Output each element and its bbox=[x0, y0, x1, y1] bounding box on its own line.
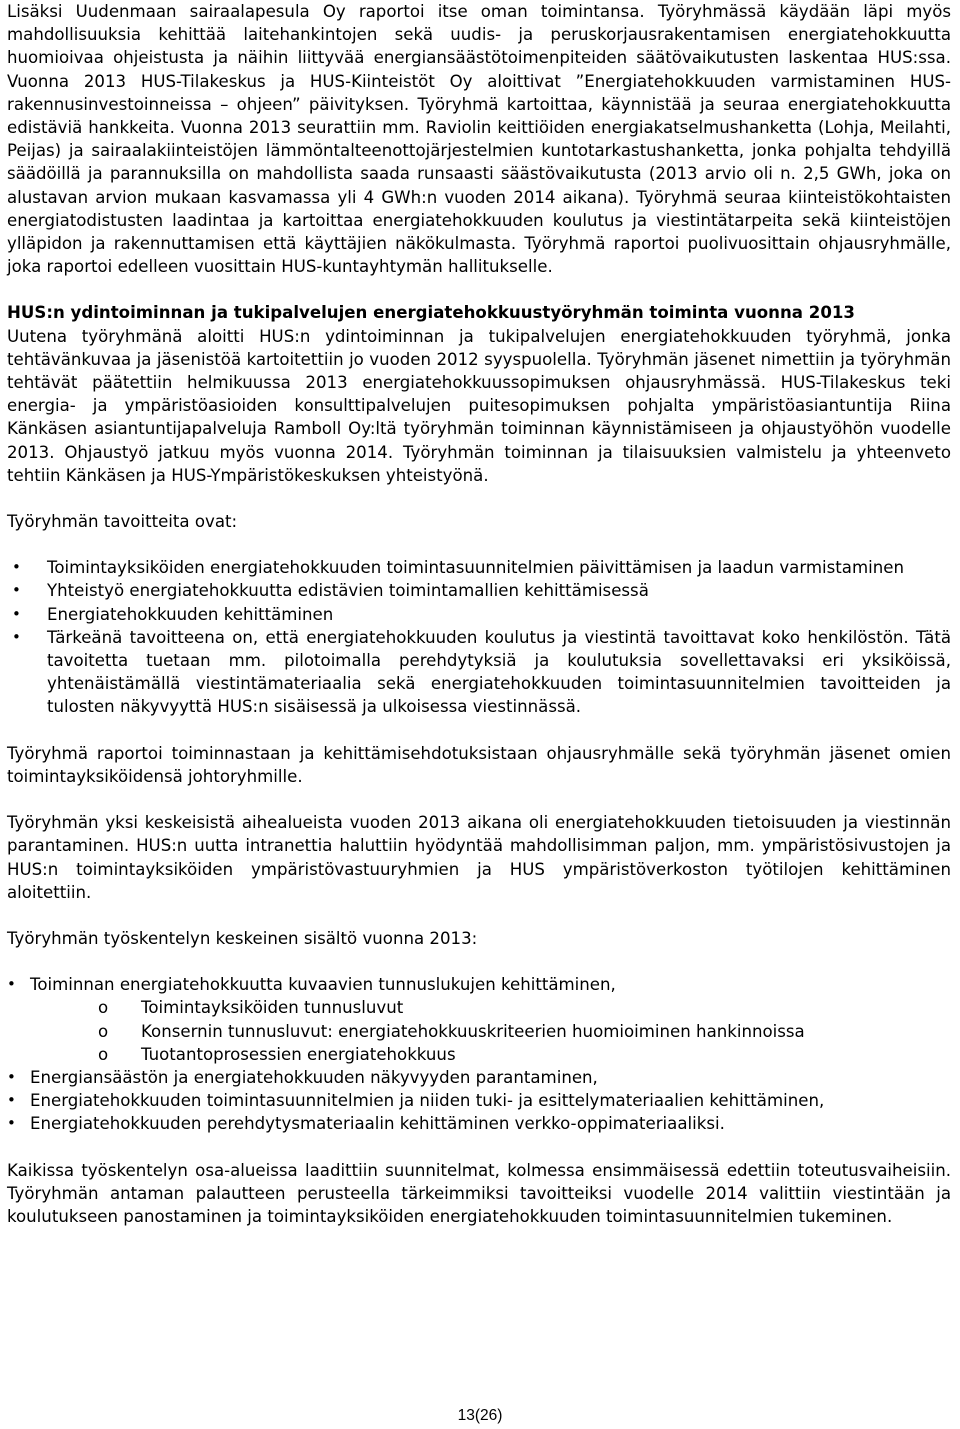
intro-paragraph: Lisäksi Uudenmaan sairaalapesula Oy raportoi itse oman toimintansa. Työryhmässä käydään läpi myös mahdollisuuksia kehittää laitehankintojen sekä uudis- ja peruskorjausrakentamisen energiatehokkuutta huomioivaa ohjeistusta ja näihin liittyvää energiansäästötoimenpiteiden säätövaikutusten laskentaa HUS:ssa. Vuonna 2013 HUS-Tilakeskus ja HUS-Kiinteistöt Oy aloittivat ”Energiatehokkuuden varmistaminen HUS-rakennusinvestoinneissa – ohjeen” päivityksen. Työryhmä kartoittaa, käynnistää ja seuraa energiatehokkuutta edistäviä hankkeita. Vuonna 2013 seurattiin mm. Raviolin keittiöiden energiakatselmushanketta (Lohja, Meilahti, Peijas) ja sairaalakiinteistöjen lämmöntalteenottojärjestelmien kuntotarkastushanketta, jonka pohjalta tehdyillä säädöillä ja parannuksilla on mahdollista saada runsaasti säästövaikutusta (2013 arvio oli n. 2,5 GWh, joka on alustavan arvion mukaan kasvamassa yli 4 GWh:n vuoden 2014 aikana). Työryhmä seuraa kiinteistökohtaisten energiatodistusten laadintaa ja kartoittaa energiatehokkuuden koulutus ja viestintätarpeita sekä kiinteistöjen ylläpidon ja rakennuttamisen että käyttäjien näkökulmasta. Työryhmä raportoi puolivuosittain ohjausryhmälle, joka raportoi edelleen vuosittain HUS-kuntayhtymän hallitukselle. bbox=[7, 2, 951, 277]
sub-list-item: o Toimintayksiköiden tunnusluvut bbox=[30, 996, 951, 1019]
sub-list-item: o Konsernin tunnusluvut: energiatehokkuuskriteerien huomioiminen hankinnoissa bbox=[30, 1020, 951, 1043]
list-item: • Energiatehokkuuden toimintasuunnitelmien ja niiden tuki- ja esittelymateriaalien kehittäminen, bbox=[7, 1089, 951, 1112]
reporting-paragraph-2: Työryhmän yksi keskeisistä aihealueista vuoden 2013 aikana oli energiatehokkuuden tietoisuuden ja viestinnän parantaminen. HUS:n uutta intranettia haluttiin hyödyntää mahdollisimman paljon, mm. ympäristösivustojen ja HUS:n toimintayksiköiden ympäristövastuuryhmien ja HUS ympäristöverkoston työtilojen kehittäminen aloitettiin. bbox=[7, 813, 951, 902]
list-item: • Tärkeänä tavoitteena on, että energiatehokkuuden koulutus ja viestintä tavoittavat koko henkilöstön. Tätä tavoitetta tuetaan mm. pilotoimalla perehdytyksiä ja koulutuksia sovellettavaksi eri yksiköissä, yhtenäistämällä viestintämateriaalia sekä energiatehokkuuden toimintasuunnitelmien tavoitteiden ja tulosten näkyvyyttä HUS:n sisäisessä ja ulkoisessa viestinnässä. bbox=[7, 626, 951, 719]
list-item: • Energiansäästön ja energiatehokkuuden näkyvyyden parantaminen, bbox=[7, 1066, 951, 1089]
list-item: • Toimintayksiköiden energiatehokkuuden toimintasuunnitelmien päivittämisen ja laadun varmistaminen bbox=[7, 556, 951, 579]
page-number: 13(26) bbox=[457, 1407, 503, 1424]
work2013-list bbox=[7, 973, 951, 1135]
work2013-sublist bbox=[30, 996, 951, 1066]
document-page bbox=[7, 0, 951, 1228]
list-item bbox=[7, 973, 951, 1066]
section-paragraph: Uutena työryhmänä aloitti HUS:n ydintoiminnan ja tukipalvelujen energiatehokkuuden työryhmä, jonka tehtävänkuvaa ja jäsenistöä kartoitettiin jo vuoden 2012 syyspuolella. Työryhmän jäsenet nimettiin ja työryhmän tehtävät päätettiin helmikuussa 2013 energiatehokkuussopimuksen ohjausryhmässä. HUS-Tilakeskus teki energia- ja ympäristöasioiden konsulttipalvelujen puitesopimuksen pohjalta ympäristöasiantuntija Riina Känkäsen asiantuntijapalveluja Ramboll Oy:ltä työryhmän toiminnan käynnistämiseen ja ohjaustyöhön vuodelle 2013. Ohjaustyö jatkuu myös vuonna 2014. Työryhmän toiminnan ja tilaisuuksien valmistelu ja yhteenveto tehtiin Känkäsen ja HUS-Ympäristökeskuksen yhteistyönä. bbox=[7, 326, 951, 485]
goals-list bbox=[7, 556, 951, 718]
list-item: • Energiatehokkuuden perehdytysmateriaalin kehittäminen verkko-oppimateriaaliksi. bbox=[7, 1112, 951, 1135]
work2013-intro: Työryhmän työskentelyn keskeinen sisältö vuonna 2013: bbox=[7, 928, 478, 948]
sub-list-item: o Tuotantoprosessien energiatehokkuus bbox=[30, 1043, 951, 1066]
reporting-paragraph-1: Työryhmä raportoi toiminnastaan ja kehittämisehdotuksistaan ohjausryhmälle sekä työryhmän jäsenet omien toimintayksiköidensä johtoryhmille. bbox=[7, 743, 951, 786]
closing-paragraph: Kaikissa työskentelyn osa-alueissa laadittiin suunnitelmat, kolmessa ensimmäisessä edettiin toteutusvaiheisiin. Työryhmän antaman palautteen perusteella tärkeimmiksi tavoitteiksi vuodelle 2014 valittiin viestintään ja koulutukseen panostaminen ja toimintayksiköiden energiatehokkuuden toimintasuunnitelmien tukeminen. bbox=[7, 1160, 951, 1226]
section-heading: HUS:n ydintoiminnan ja tukipalvelujen energiatehokkuustyöryhmän toiminta vuonna 2013 bbox=[7, 303, 855, 323]
list-item: • Yhteistyö energiatehokkuutta edistävien toimintamallien kehittämisessä bbox=[7, 579, 951, 602]
list-item: • Energiatehokkuuden kehittäminen bbox=[7, 603, 951, 626]
list-item-label: Toiminnan energiatehokkuutta kuvaavien tunnuslukujen kehittäminen, bbox=[30, 975, 616, 995]
goals-intro: Työryhmän tavoitteita ovat: bbox=[7, 512, 238, 532]
